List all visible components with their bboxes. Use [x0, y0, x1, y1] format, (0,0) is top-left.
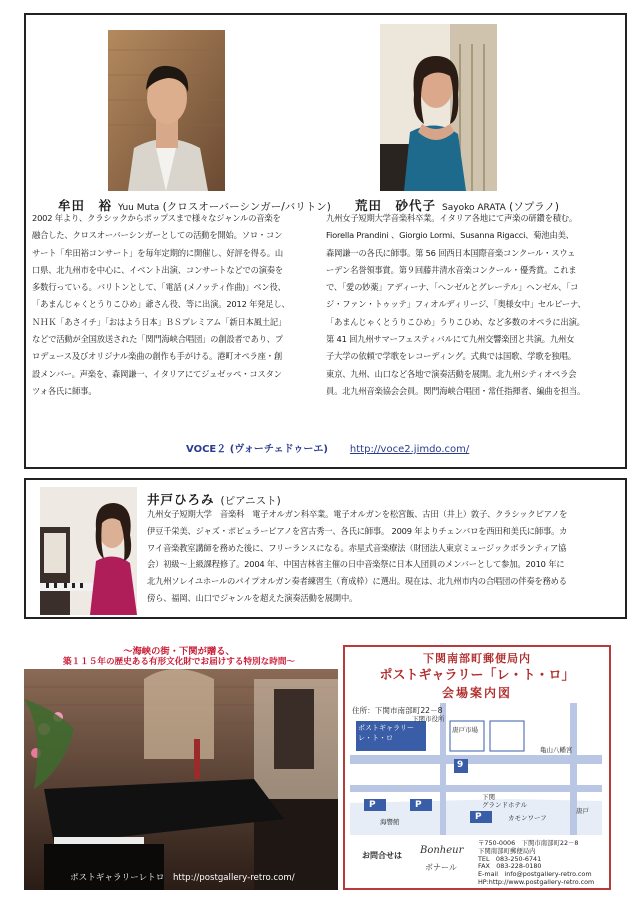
map-shop-name: Bonheur — [420, 845, 464, 856]
map-label-karato: 唐戸 — [576, 807, 589, 815]
map-address: 住所：下関市南部町22－8 — [352, 706, 443, 715]
soprano-role: (ソプラノ) — [509, 201, 560, 213]
singer-bio-line: ロデュース及びオリジナル楽曲の創作も手がける。港町オペラ座・創 — [32, 351, 282, 362]
map-header-top: 下関南部町郵便局内 — [423, 652, 531, 665]
pianist-bio-line: 北九州ソレイユホールのパイプオルガン奏者練習生（育成枠）に選出。現在は、北九州市内の合唱団の伴奏を務める — [147, 576, 567, 587]
pianist-bio — [147, 506, 623, 607]
soprano-romaji: Sayoko ARATA — [442, 203, 506, 213]
singer-bio-line: 設メンバー。声楽を、森岡謙一、イタリアにてジュゼッペ・コスタン — [32, 368, 282, 379]
map-shop-kana: ボナール — [425, 863, 457, 872]
map-header-main: ポストギャラリー「レ・ト・ロ」 — [379, 668, 575, 683]
pianist-bio-line: 伊豆千栄美、ジャズ・ポピュラーピアノを宮古秀一、各氏に師事。 2009 年よりチェンバロを西田和美氏に師事。カ — [147, 525, 568, 536]
singer-bio-line: 口県、北九州市を中心に、イベント出演、コンサートなどでの演奏を — [32, 264, 284, 275]
soprano-bio — [326, 210, 622, 400]
map-label-shrine: 亀山八幡宮 — [540, 746, 573, 754]
singer-bio-line: 融合した、クロスオーバーシンガーとしての活動を開始。ソロ・コン — [32, 230, 283, 241]
singer-bio-line: 2002 年より、クラシックからポップスまで様々なジャンルの音楽を — [32, 213, 281, 223]
pianist-photo — [40, 487, 137, 615]
singer-photo — [108, 30, 225, 191]
map-label-wharf: カモンワーフ — [508, 814, 547, 822]
map-route-number: 9 — [457, 760, 464, 770]
map-contact-lines — [478, 840, 594, 887]
soprano-bio-line: ジ・ファン・トゥッテ」フィオルディリージ、「奥様女中」セルピーナ、 — [326, 299, 586, 310]
soprano-bio-line: 第 41 回九州サマーフェスティバルにて九州交響楽団と共演。九州女 — [326, 334, 575, 345]
singer-name: 牟田 裕 — [58, 198, 113, 213]
pianist-name: 井戸ひろみ — [147, 492, 215, 507]
map-label-market: 唐戸市場 — [452, 726, 478, 734]
map-label-cityhall: 下関市役所 — [412, 715, 445, 723]
pianist-bio-line: 会）初級～上級課程修了。2004 年、中国吉林省主催の日中音楽祭に日本人団員のメンバーとして参加。2010 年に — [147, 559, 565, 570]
map-label-aquarium: 海響館 — [380, 818, 400, 826]
soprano-bio-line: ーデン名誉領事賞。第９回藤井清水音楽コンクール・優秀賞。これま — [326, 264, 577, 275]
pianist-bio-line: ワイ音楽教室講師を務めた後に、フリーランスになる。赤星式音楽療法（財団法人東京ミュージックボランティア協 — [147, 542, 567, 553]
pianist-bio-line: 九州女子短期大学 音楽科 電子オルガン科卒業。電子オルガンを松宮飯、古田（井上）敦子、クラシックピアノを — [147, 509, 568, 519]
map-parking-1: P — [369, 800, 376, 810]
singer-role: (クロスオーバーシンガー/バリトン) — [162, 201, 331, 213]
singer-bio-line: サート「牟田裕コンサート」を毎年定期的に開催し、好評を得る。山 — [32, 247, 284, 258]
soprano-bio-line: 森岡謙一の各氏に師事。第 56 回西日本国際音楽コンクール・スウェ — [326, 247, 576, 258]
singer-bio-line: ＮＨＫ「あさイチ」「おはよう日本」ＢＳプレミアム「新日本風土記」 — [32, 316, 287, 327]
venue-caption-1: ～海峡の街・下関が贈る、 — [123, 646, 235, 657]
pianist-bio-line: 傍ら、福岡、山口でジャンルを超えた演奏活動を展開中。 — [147, 592, 358, 603]
soprano-bio-line: 「あまんじゃくとうりこひめ」うりこひめ、など多数のオペラに出演。 — [326, 316, 585, 327]
soprano-photo — [380, 24, 497, 191]
map-building-label: ポストギャラリー レ・ト・ロ — [358, 724, 414, 742]
group-link-line — [186, 440, 469, 455]
map-header-sub: 会場案内図 — [441, 686, 512, 700]
map-contact-line: 下関南部町郵便局内 — [478, 846, 536, 855]
map-contact-line: TEL 083-250-6741 — [478, 854, 542, 863]
venue-caption-2: 築１１５年の歴史ある有形文化財でお届けする特別な時間～ — [62, 657, 296, 667]
map-contact-line: E-mail info@postgallery-retro.com — [478, 870, 592, 879]
map-contact-label: お問合せは — [362, 851, 402, 860]
map-contact-line: 〒750-0006 下関市南部町22－8 — [478, 839, 579, 847]
singer-bio-line: ツォ各氏に師事。 — [32, 385, 97, 396]
soprano-bio-line: 東京、九州、山口など各地で演奏活動を展開。北九州シティオペラ会 — [326, 368, 577, 379]
soprano-bio-line: で、「愛の妙薬」アディーナ、「ヘンゼルとグレーテル」ヘンゼル、「コ — [326, 282, 579, 293]
soprano-name: 荒田 砂代子 — [355, 198, 437, 213]
map-contact-line: FAX 083-228-0180 — [478, 862, 542, 871]
venue-photo — [24, 669, 338, 890]
group-label: VOCE２ (ヴォーチェドゥーエ) — [186, 444, 328, 455]
soprano-bio-line: 子大学の依頼で学歌をレコーディング。式典では国歌、学歌を独唱。 — [326, 351, 576, 362]
pianist-role: (ピアニスト) — [220, 495, 281, 507]
group-url-link[interactable]: http://voce2.jimdo.com/ — [349, 444, 470, 455]
map-contact-line: HP:http://www.postgallery-retro.com — [478, 877, 595, 886]
map-parking-2: P — [415, 800, 422, 810]
soprano-bio-line: 九州女子短期大学音楽科卒業。イタリア各地にて声楽の研鑽を積む。 — [326, 213, 578, 223]
singer-bio-line: 「あまんじゃくとうりこひめ」爺さん役、等に出演。2012 年発足し、 — [32, 299, 290, 310]
singer-romaji: Yuu Muta — [118, 203, 160, 213]
singer-bio-line: などで活動が全国放送された「関門海峡合唱団」の創設者であり、プ — [32, 334, 284, 345]
singer-bio-line: 多数行っている。バリトンとして、「電話 (メノッティ作曲)」ベン役、 — [32, 282, 286, 293]
soprano-bio-line: Fiorella Prandini 、Giorgio Lormi、Susanna Rigacci、菊池由美、 — [326, 230, 574, 241]
soprano-bio-line: 員。北九州音楽協会会員。関門海峡合唱団・常任指揮者、編曲を担当。 — [326, 385, 586, 396]
singer-bio — [32, 210, 322, 400]
map-label-hotel: 下関 グランドホテル — [482, 793, 528, 809]
map-parking-3: P — [475, 812, 482, 822]
venue-photo-caption: ポストギャラリーレトロ http://postgallery-retro.com/ — [70, 873, 295, 883]
